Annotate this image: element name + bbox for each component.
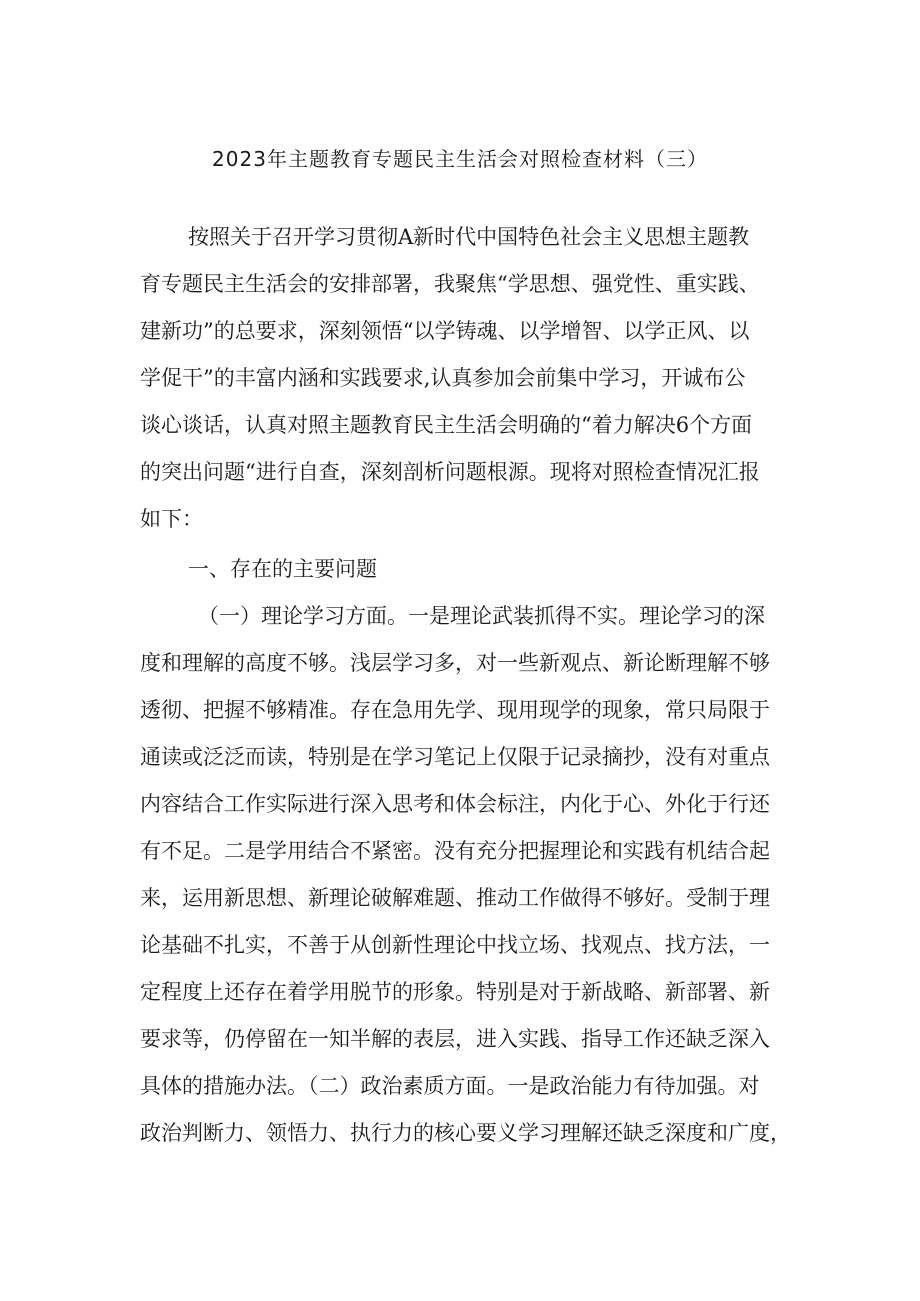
paragraph-line: 建新功”的总要求，深刻领悟“以学铸魂、以学增智、以学正风、以 bbox=[140, 319, 750, 343]
paragraph-line: 透彻、把握不够精准。存在急用先学、现用现学的现象，常只局限于 bbox=[140, 698, 770, 722]
paragraph-line: 政治判断力、领悟力、执行力的核心要义学习理解还缺乏深度和广度， bbox=[140, 1121, 791, 1145]
section-heading: 一、存在的主要问题 bbox=[188, 557, 377, 581]
paragraph-line: 论基础不扎实，不善于从创新性理论中找立场、找观点、找方法，一 bbox=[140, 933, 770, 957]
paragraph-line: （一）理论学习方面。一是理论武装抓得不实。理论学习的深 bbox=[198, 604, 765, 628]
paragraph-line: 育专题民主生活会的安排部署，我聚焦“学思想、强党性、重实践、 bbox=[140, 272, 760, 296]
paragraph-line: 度和理解的高度不够。浅层学习多，对一些新观点、新论断理解不够 bbox=[140, 651, 770, 675]
paragraph-line: 具体的措施办法。（二）政治素质方面。一是政治能力有待加强。对 bbox=[140, 1074, 760, 1098]
paragraph-line: 有不足。二是学用结合不紧密。没有充分把握理论和实践有机结合起 bbox=[140, 839, 770, 863]
paragraph-line: 学促干”的丰富内涵和实践要求,认真参加会前集中学习，开诚布公 bbox=[140, 366, 746, 390]
paragraph-line: 内容结合工作实际进行深入思考和体会标注，内化于心、外化于行还 bbox=[140, 792, 770, 816]
document-title: 2023年主题教育专题民主生活会对照检查材料（三） bbox=[212, 147, 708, 171]
paragraph-line: 按照关于召开学习贯彻A新时代中国特色社会主义思想主题教 bbox=[188, 225, 750, 249]
paragraph-line: 要求等，仍停留在一知半解的表层，进入实践、指导工作还缺乏深入 bbox=[140, 1027, 770, 1051]
paragraph-line: 谈心谈话，认真对照主题教育民主生活会明确的“着力解决6个方面 bbox=[140, 413, 753, 437]
paragraph-line: 如下： bbox=[140, 507, 203, 531]
paragraph-line: 的突出问题“进行自查，深刻剖析问题根源。现将对照检查情况汇报 bbox=[140, 460, 760, 484]
paragraph-line: 来，运用新思想、新理论破解难题、推动工作做得不够好。受制于理 bbox=[140, 886, 770, 910]
paragraph-line: 通读或泛泛而读，特别是在学习笔记上仅限于记录摘抄，没有对重点 bbox=[140, 745, 770, 769]
paragraph-line: 定程度上还存在着学用脱节的形象。特别是对于新战略、新部署、新 bbox=[140, 980, 770, 1004]
